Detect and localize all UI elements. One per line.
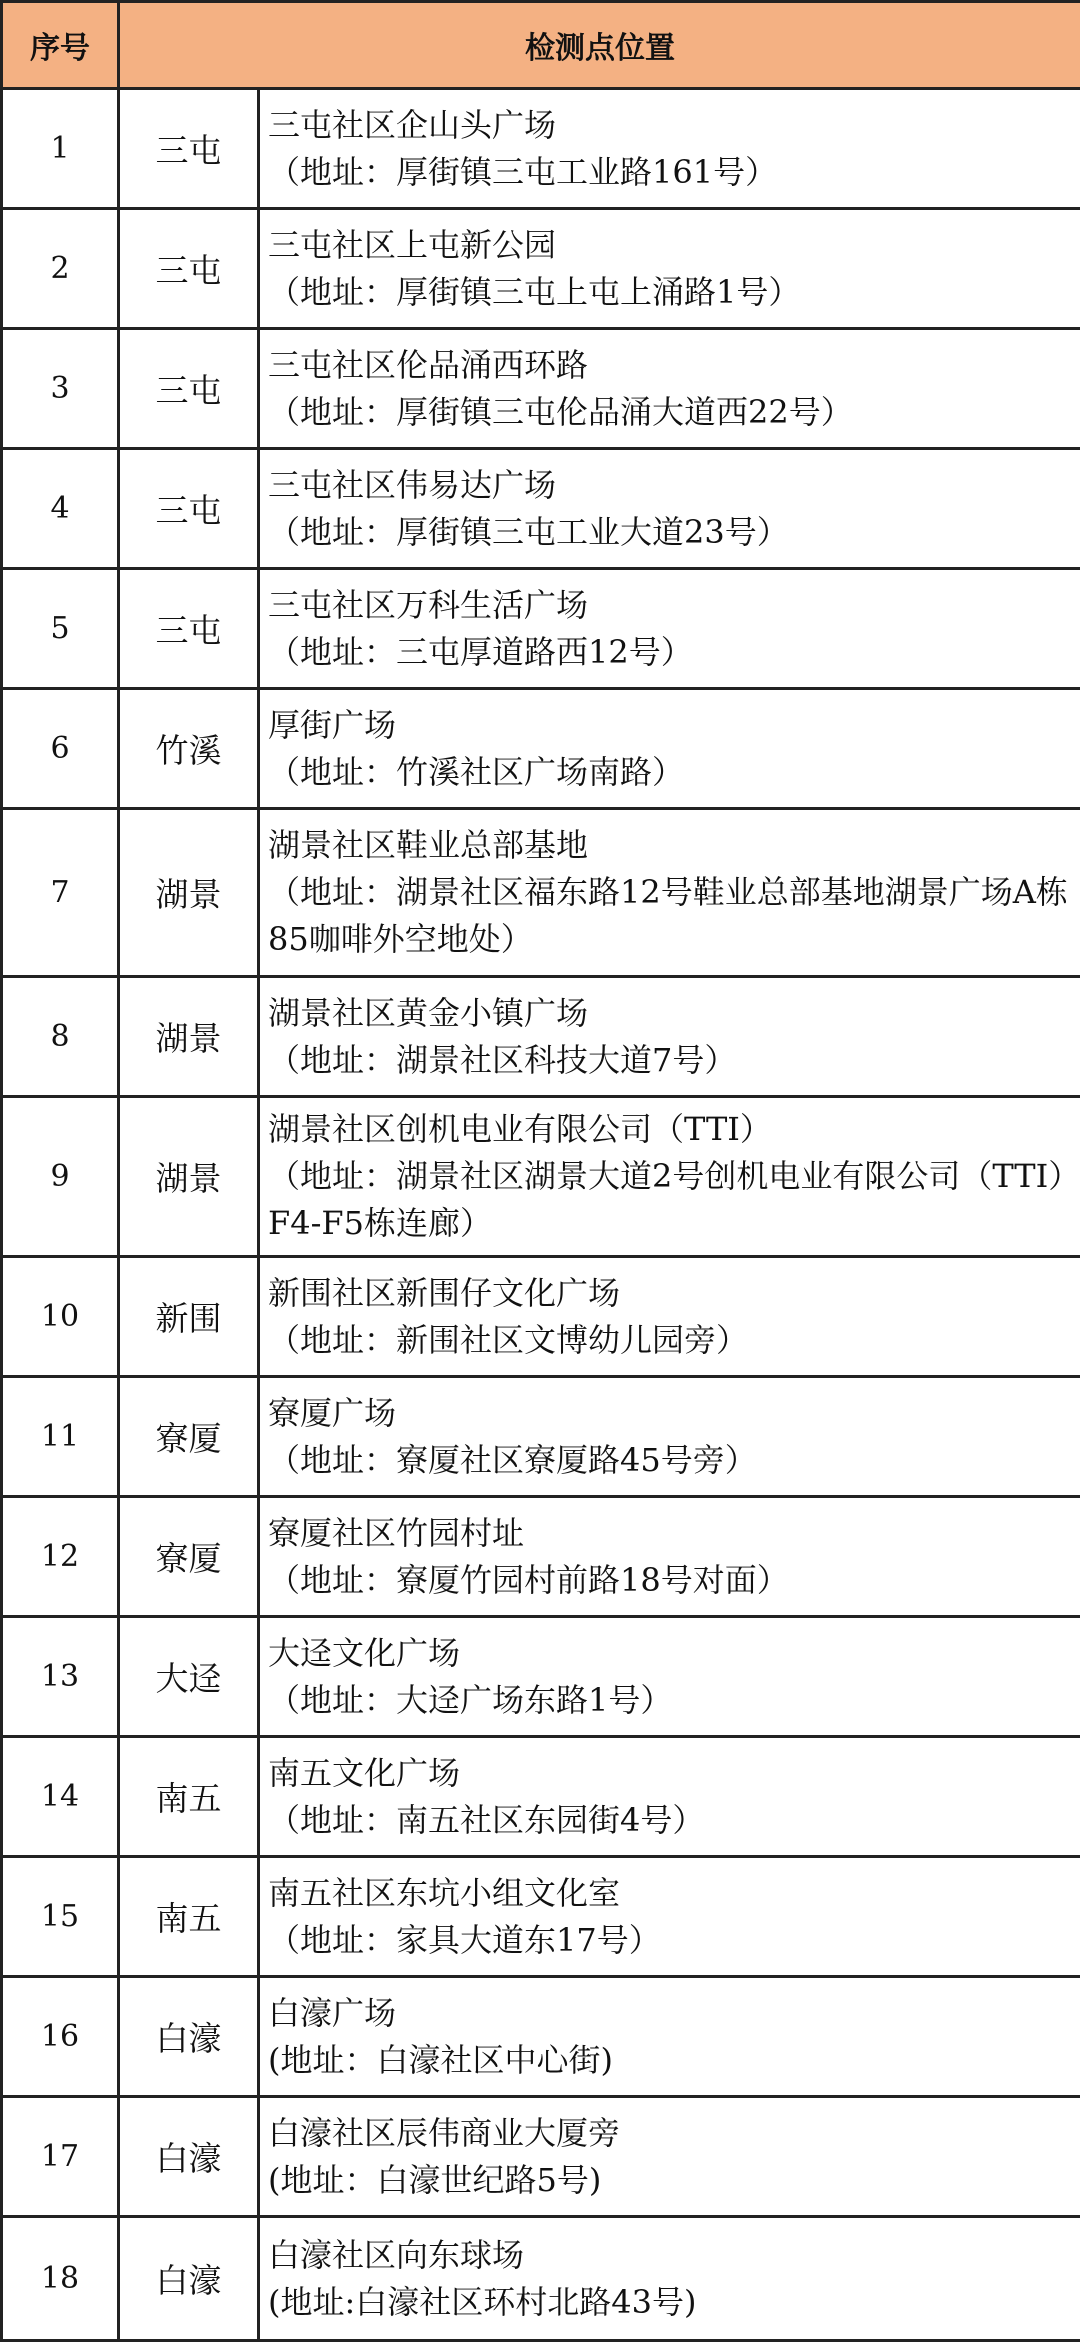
location-cell xyxy=(259,329,1080,449)
row-number: 6 xyxy=(2,689,119,809)
row-number: 4 xyxy=(2,449,119,569)
site-address: (地址：白濠世纪路5号) xyxy=(268,2157,1078,2204)
site-name: 白濠广场 xyxy=(268,1990,1078,2037)
table-row xyxy=(2,89,1080,209)
row-number: 12 xyxy=(2,1497,119,1617)
table-row xyxy=(2,809,1080,977)
row-number: 16 xyxy=(2,1977,119,2097)
site-address: （地址：南五社区东园街4号） xyxy=(268,1797,1078,1844)
community-name: 白濠 xyxy=(119,1977,259,2097)
site-address: （地址：厚街镇三屯工业路161号） xyxy=(268,149,1078,196)
community-name: 三屯 xyxy=(119,449,259,569)
site-name: 南五社区东坑小组文化室 xyxy=(268,1870,1078,1917)
location-cell xyxy=(259,1377,1080,1497)
table-row xyxy=(2,1617,1080,1737)
row-number: 10 xyxy=(2,1257,119,1377)
site-name: 厚街广场 xyxy=(268,702,1078,749)
community-name: 新围 xyxy=(119,1257,259,1377)
table-row xyxy=(2,1257,1080,1377)
location-cell xyxy=(259,1977,1080,2097)
site-name: 湖景社区创机电业有限公司（TTI） xyxy=(268,1106,1078,1153)
site-name: 白濠社区辰伟商业大厦旁 xyxy=(268,2110,1078,2157)
row-number: 3 xyxy=(2,329,119,449)
community-name: 南五 xyxy=(119,1857,259,1977)
site-name: 三屯社区伦品涌西环路 xyxy=(268,342,1078,389)
community-name: 白濠 xyxy=(119,2097,259,2217)
row-number: 15 xyxy=(2,1857,119,1977)
location-cell xyxy=(259,449,1080,569)
community-name: 竹溪 xyxy=(119,689,259,809)
community-name: 三屯 xyxy=(119,89,259,209)
row-number: 9 xyxy=(2,1097,119,1257)
site-address: （地址：湖景社区科技大道7号） xyxy=(268,1037,1078,1084)
site-address: （地址：湖景社区福东路12号鞋业总部基地湖景广场A栋85咖啡外空地处） xyxy=(268,869,1078,963)
table-row xyxy=(2,1097,1080,1257)
community-name: 寮厦 xyxy=(119,1377,259,1497)
site-name: 三屯社区万科生活广场 xyxy=(268,582,1078,629)
community-name: 大迳 xyxy=(119,1617,259,1737)
community-name: 白濠 xyxy=(119,2217,259,2341)
site-address: （地址：寮厦社区寮厦路45号旁） xyxy=(268,1437,1078,1484)
site-name: 三屯社区上屯新公园 xyxy=(268,222,1078,269)
community-name: 湖景 xyxy=(119,977,259,1097)
site-address: （地址：新围社区文博幼儿园旁） xyxy=(268,1317,1078,1364)
location-cell xyxy=(259,809,1080,977)
community-name: 三屯 xyxy=(119,569,259,689)
site-address: （地址：竹溪社区广场南路） xyxy=(268,749,1078,796)
site-name: 大迳文化广场 xyxy=(268,1630,1078,1677)
location-cell xyxy=(259,689,1080,809)
site-name: 湖景社区鞋业总部基地 xyxy=(268,822,1078,869)
site-address: （地址：厚街镇三屯上屯上涌路1号） xyxy=(268,269,1078,316)
location-cell xyxy=(259,1857,1080,1977)
location-cell xyxy=(259,1097,1080,1257)
community-name: 湖景 xyxy=(119,809,259,977)
row-number: 17 xyxy=(2,2097,119,2217)
site-name: 寮厦广场 xyxy=(268,1390,1078,1437)
table-row xyxy=(2,977,1080,1097)
table-row xyxy=(2,1497,1080,1617)
table-row xyxy=(2,569,1080,689)
site-name: 新围社区新围仔文化广场 xyxy=(268,1270,1078,1317)
site-address: (地址：白濠社区中心街) xyxy=(268,2037,1078,2084)
community-name: 三屯 xyxy=(119,329,259,449)
site-name: 寮厦社区竹园村址 xyxy=(268,1510,1078,1557)
location-cell xyxy=(259,2097,1080,2217)
table-row xyxy=(2,1857,1080,1977)
table-row xyxy=(2,689,1080,809)
community-name: 南五 xyxy=(119,1737,259,1857)
row-number: 7 xyxy=(2,809,119,977)
table-row xyxy=(2,1737,1080,1857)
row-number: 14 xyxy=(2,1737,119,1857)
table-row xyxy=(2,2097,1080,2217)
location-cell xyxy=(259,1257,1080,1377)
site-name: 三屯社区伟易达广场 xyxy=(268,462,1078,509)
site-name: 南五文化广场 xyxy=(268,1750,1078,1797)
table-row xyxy=(2,329,1080,449)
location-cell xyxy=(259,209,1080,329)
location-cell xyxy=(259,977,1080,1097)
table-row xyxy=(2,2217,1080,2341)
site-address: （地址：湖景社区湖景大道2号创机电业有限公司（TTI）F4-F5栋连廊） xyxy=(268,1153,1078,1247)
table-body xyxy=(2,89,1080,2341)
site-name: 三屯社区企山头广场 xyxy=(268,102,1078,149)
row-number: 2 xyxy=(2,209,119,329)
header-no: 序号 xyxy=(2,2,119,89)
community-name: 湖景 xyxy=(119,1097,259,1257)
row-number: 1 xyxy=(2,89,119,209)
row-number: 8 xyxy=(2,977,119,1097)
site-address: （地址：三屯厚道路西12号） xyxy=(268,629,1078,676)
location-cell xyxy=(259,1737,1080,1857)
header-location: 检测点位置 xyxy=(119,2,1080,89)
table-row xyxy=(2,1377,1080,1497)
site-address: （地址：厚街镇三屯工业大道23号） xyxy=(268,509,1078,556)
community-name: 寮厦 xyxy=(119,1497,259,1617)
location-cell xyxy=(259,1617,1080,1737)
row-number: 18 xyxy=(2,2217,119,2341)
row-number: 11 xyxy=(2,1377,119,1497)
site-address: （地址：寮厦竹园村前路18号对面） xyxy=(268,1557,1078,1604)
location-cell xyxy=(259,2217,1080,2341)
row-number: 13 xyxy=(2,1617,119,1737)
location-cell xyxy=(259,569,1080,689)
site-name: 白濠社区向东球场 xyxy=(268,2232,1078,2279)
table-row xyxy=(2,449,1080,569)
site-address: （地址：家具大道东17号） xyxy=(268,1917,1078,1964)
site-address: (地址:白濠社区环村北路43号) xyxy=(268,2279,1078,2326)
table-row xyxy=(2,1977,1080,2097)
community-name: 三屯 xyxy=(119,209,259,329)
location-cell xyxy=(259,1497,1080,1617)
table-row xyxy=(2,209,1080,329)
location-cell xyxy=(259,89,1080,209)
site-name: 湖景社区黄金小镇广场 xyxy=(268,990,1078,1037)
row-number: 5 xyxy=(2,569,119,689)
site-address: （地址：大迳广场东路1号） xyxy=(268,1677,1078,1724)
table-header-row xyxy=(2,2,1080,89)
site-address: （地址：厚街镇三屯伦品涌大道西22号） xyxy=(268,389,1078,436)
